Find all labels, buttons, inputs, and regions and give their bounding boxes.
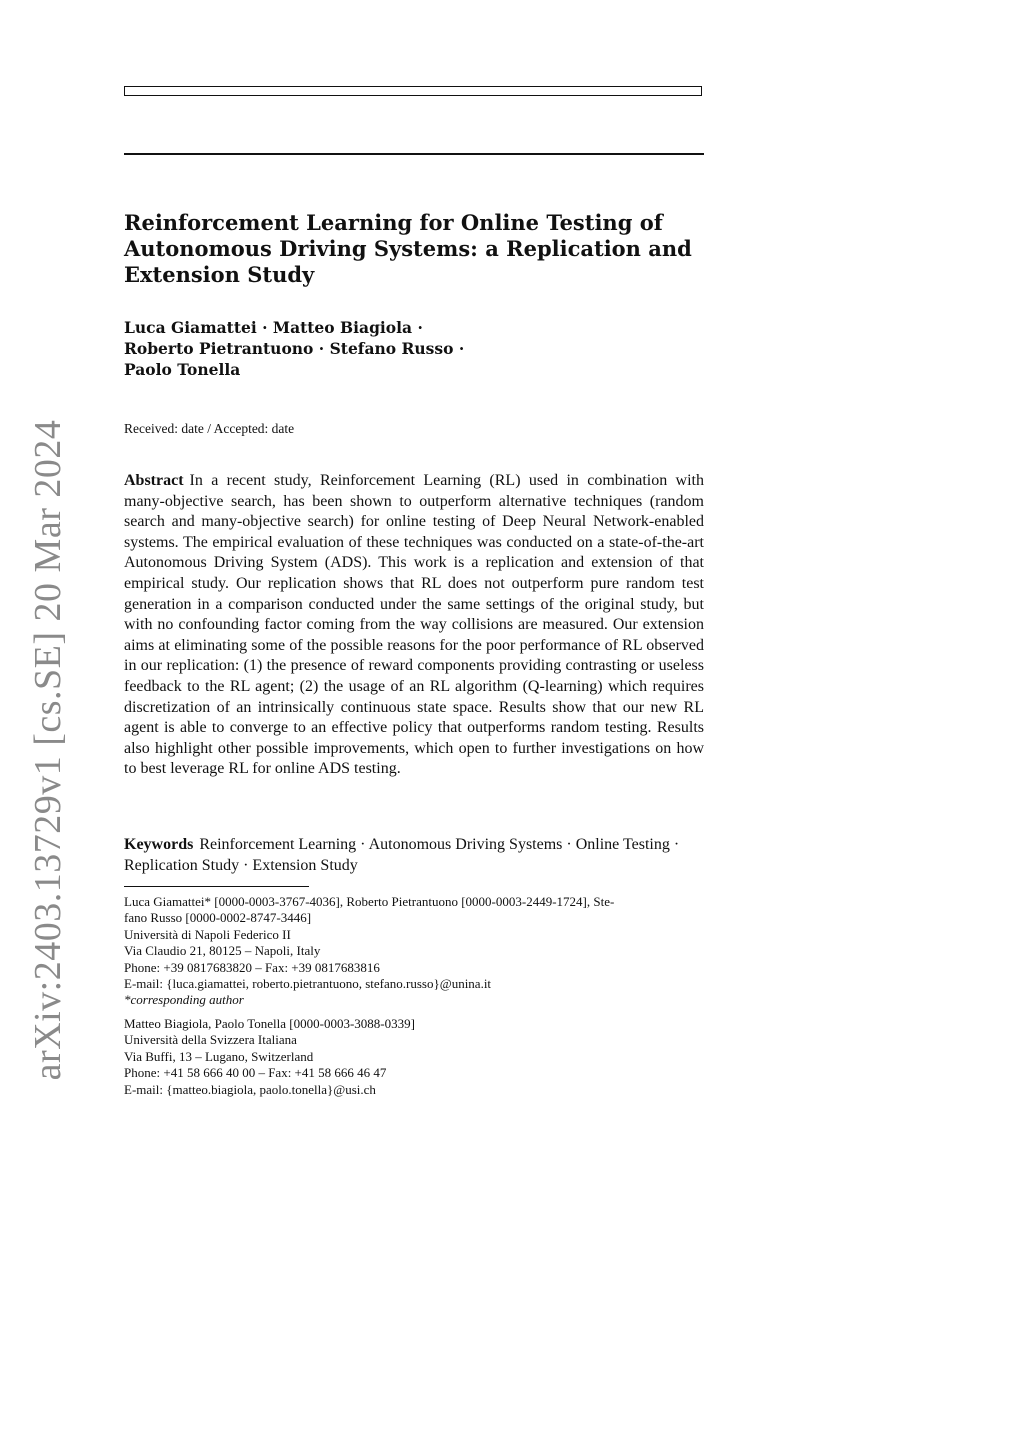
affil2-line-3: Via Buffi, 13 – Lugano, Switzerland <box>124 1048 314 1064</box>
affil1-line-2: fano Russo [0000-0002-8747-3446] <box>124 910 312 926</box>
keywords-text: Reinforcement Learning · Autonomous Driving Systems · Online Testing · Replication Study · Extension Study <box>124 836 680 874</box>
footnote-rule <box>124 886 309 887</box>
affil2-line-4: Phone: +41 58 666 40 00 – Fax: +41 58 666 46 47 <box>124 1065 387 1081</box>
title-line-2: Autonomous Driving Systems: a Replication and <box>124 236 692 261</box>
journal-header-box <box>124 86 702 96</box>
keywords-label: Keywords <box>124 836 194 853</box>
authors-line-1: Luca Giamattei · Matteo Biagiola · <box>124 318 423 337</box>
paper-title <box>124 210 704 288</box>
affil2-line-2: Università della Svizzera Italiana <box>124 1032 297 1048</box>
authors-line-3: Paolo Tonella <box>124 360 241 379</box>
affil1-line-6: E-mail: {luca.giamattei, roberto.pietrantuono, stefano.russo}@unina.it <box>124 976 492 992</box>
abstract <box>124 471 704 780</box>
affiliation-napoli <box>124 894 704 1009</box>
author-list <box>124 317 704 380</box>
affil2-line-5: E-mail: {matteo.biagiola, paolo.tonella}@usi.ch <box>124 1081 376 1097</box>
affil1-line-4: Via Claudio 21, 80125 – Napoli, Italy <box>124 943 321 959</box>
header-rule <box>124 153 704 155</box>
keywords <box>124 835 704 876</box>
affil1-line-3: Università di Napoli Federico II <box>124 926 291 942</box>
affil2-line-1: Matteo Biagiola, Paolo Tonella [0000-0003-3088-0339] <box>124 1016 415 1031</box>
affiliation-lugano <box>124 1016 704 1098</box>
affil1-line-5: Phone: +39 0817683820 – Fax: +39 0817683816 <box>124 959 380 975</box>
title-line-3: Extension Study <box>124 262 315 287</box>
arxiv-stamp-text: arXiv:2403.13729v1 [cs.SE] 20 Mar 2024 <box>27 419 69 1081</box>
abstract-label: Abstract <box>124 472 184 489</box>
authors-line-2: Roberto Pietrantuono · Stefano Russo · <box>124 339 465 358</box>
submission-dates: Received: date / Accepted: date <box>124 421 295 436</box>
corresponding-author-note: *corresponding author <box>124 992 244 1008</box>
affil1-line-1: Luca Giamattei* [0000-0003-3767-4036], Roberto Pietrantuono [0000-0003-2449-1724], Ste- <box>124 894 615 909</box>
abstract-text: In a recent study, Reinforcement Learning (RL) used in combination with many-objective search, has been shown to outperform alternative techniques (random search and many-objective search) for online testing of Deep Neural Network-enabled systems. The empirical evaluation of these techniques was conducted on a state-of-the-art Autonomous Driving System (ADS). This work is a replication and extension of that empirical study. Our replication shows that RL does not outperform pure random test generation in a comparison conducted under the same settings of the original study, but with no confounding factor coming from the way collisions are measured. Our extension aims at eliminating some of the possible reasons for the poor performance of RL observed in our replication: (1) the presence of reward components providing contrasting or useless feedback to the RL agent; (2) the usage of an RL algorithm (Q-learning) which requires discretization of an intrinsically continuous state space. Results show that our new RL agent is able to converge to an effective policy that outperforms random testing. Results also highlight other possible improvements, which open to further investigations on how to best leverage RL for online ADS testing. <box>124 472 704 778</box>
title-line-1: Reinforcement Learning for Online Testing of <box>124 210 663 235</box>
